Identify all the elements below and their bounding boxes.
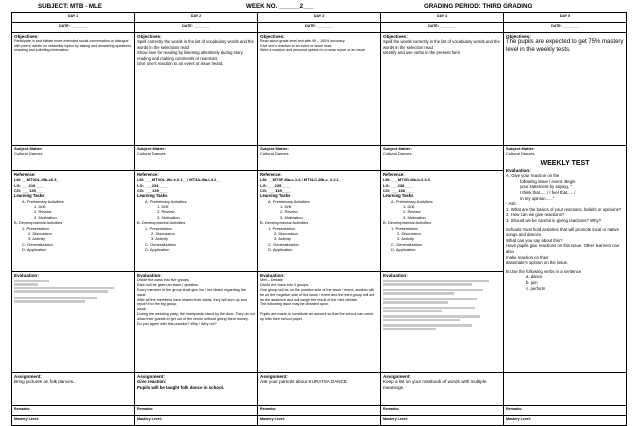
subject-matter-label: Subject Matter:: [506, 146, 535, 151]
assignment-text: Give reaction: Pupils will be taught folk dance in school.: [137, 379, 225, 390]
objectives-label: Objectives:: [137, 34, 162, 39]
task-presentation: 1. Presentation: [391, 225, 418, 231]
task-generalization: C. Generalization: [22, 241, 53, 247]
remarks-cell: Remarks:: [381, 406, 504, 416]
evaluation-cell-day-2: [135, 272, 258, 373]
weekly-test-line: a. dance: [526, 274, 543, 280]
reference-lm: LM: ___MT3OL-IIIc-e.6.1__/ MT3A-IIIa-i-4.2__: [137, 177, 221, 183]
task-generalization: C. Generalization: [145, 241, 176, 247]
reference-label: Reference:: [14, 172, 36, 177]
objectives-text: Spell the words correctly in the list of vocabulary words and the words in the selection read Identify and use verbs in the present form: [383, 39, 500, 56]
learning-tasks-cell-day-1: [12, 171, 135, 272]
lesson-plan-table: [11, 12, 627, 426]
task-presentation: 1. Presentation: [145, 225, 172, 231]
task-generalization: C. Generalization: [268, 241, 299, 247]
task-preliminary: A. Preliminary Activities: [268, 198, 310, 204]
worksheet-image: [383, 280, 501, 331]
weekly-test-title: WEEKLY TEST: [540, 159, 590, 167]
mastery-level-cell: Mastery Level:: [381, 416, 504, 426]
assignment-label: Assignment:: [137, 374, 165, 379]
reference-cg: CG: ___139____: [260, 188, 291, 194]
task-developmental: B. Developmental Activities: [14, 220, 63, 226]
week-heading: WEEK NO. ______2___: [246, 3, 314, 10]
objectives-text: Participate in and initiate more extended social conversation or dialogue with peers, adults on unfamiliar topics by asking and answering questions, restating and soliciting information.: [14, 39, 132, 52]
assignment-cell-day-4: [381, 373, 504, 406]
reference-cg: CG: ___139____: [14, 188, 45, 194]
task-drill: 1. Drill: [157, 204, 169, 210]
reference-lg: LG: ___234____: [137, 182, 168, 188]
assignment-row: [12, 373, 627, 406]
objectives-label: Objectives:: [260, 34, 285, 39]
assignment-cell-day-5: [504, 373, 627, 406]
task-discussion: 2. Discussion: [151, 231, 175, 237]
subject-heading: SUBJECT: MTB - MLE: [38, 3, 102, 10]
evaluation-label: Evaluation:: [506, 167, 531, 173]
day-header-row: [12, 13, 627, 23]
task-drill: 1. Drill: [280, 204, 292, 210]
day-1-title: DAY 1: [12, 13, 135, 23]
task-application: D. Application: [391, 247, 416, 253]
assignment-text: Keep a list on your notebook of words with multiple meanings.: [383, 379, 487, 390]
task-review: 2. Review: [403, 209, 421, 215]
subject-matter-label: Subject Matter:: [137, 146, 166, 151]
weekly-test-line: Have pupils give reactions on this issue. Other learners can also: [506, 243, 620, 255]
objectives-label: Objectives:: [383, 34, 408, 39]
assignment-cell-day-2: [135, 373, 258, 406]
remarks-cell: Remarks:: [135, 406, 258, 416]
reference-cg: CG: ___138____: [383, 188, 414, 194]
subject-matter-text: Cultural Dances: [260, 150, 289, 156]
evaluation-cell-day-3: [258, 272, 381, 373]
weekly-test-line: I think that..... / I feel that..... /: [520, 190, 576, 196]
weekly-test-line: 1. What are the basics of your reactions, beliefs or opinions?: [506, 206, 622, 212]
mastery-level-cell: Mastery Level:: [135, 416, 258, 426]
task-drill: 1. Drill: [34, 204, 46, 210]
objectives-text: Read aloud grade level text with 95 – 100% accuracy Give one's reaction to an event or issue read. Write a reaction and personal opinion to a news report or an issue: [260, 39, 365, 52]
weekly-test-line: your statement by saying, ": [520, 184, 572, 190]
day-3-title: DAY 3: [258, 13, 381, 23]
weekly-test-line: b. join: [526, 279, 538, 285]
weekly-test-line: B.Use the following verbs in a sentence: [506, 268, 582, 274]
mastery-level-cell: Mastery Level:: [12, 416, 135, 426]
weekly-test-line: 3. Should we be careful in giving reactions? Why?: [506, 218, 602, 224]
task-review: 2. Review: [157, 209, 175, 215]
task-discussion: 2. Discussion: [397, 231, 421, 237]
objectives-label: Objectives:: [14, 34, 39, 39]
weekly-test-line: What can you say about this?: [506, 237, 563, 243]
task-review: 2. Review: [34, 209, 52, 215]
task-motivation: 3. Motivation: [157, 214, 180, 220]
reference-label: Reference:: [137, 172, 159, 177]
task-presentation: 1. Presentation: [22, 225, 49, 231]
subject-matter-cell-day-1: [12, 146, 135, 171]
weekly-test-line: c. perform: [526, 285, 546, 291]
subject-matter-text: Cultural Dances: [383, 150, 412, 156]
weekly-test-line: - Ask:: [506, 201, 517, 207]
task-developmental: B. Developmental Activities: [137, 220, 186, 226]
date-cell: DATE: ________: [12, 23, 135, 33]
mastery-level-row: [12, 416, 627, 426]
objectives-row: [12, 33, 627, 146]
task-discussion: 2. Discussion: [28, 231, 52, 237]
objectives-label: Objectives:: [506, 34, 531, 39]
day-5-title: DAY 5: [504, 13, 627, 23]
assignment-text: Ask your parents about KURATSA DANCE.: [260, 379, 349, 385]
evaluation-cell-day-4: [381, 272, 504, 373]
evaluation-text: Mini – Debate Divide the class into 3 groups. One group will be on the positive side of the issue / event, another will be on the negative side of the issue / event and the third group will act as the audience and will weigh the result of the mini-debate. The following issue may be debated upon: Pupils are made to contribute an amount so that the school can come up with their school paper.: [260, 278, 375, 321]
grading-period-heading: GRADING PERIOD: THIRD GRADING: [424, 3, 533, 10]
reference-lg: LG: ___238____: [383, 182, 414, 188]
assignment-label: Assignment:: [260, 374, 288, 379]
weekly-test-line: Schools must hold activities that will promote local or native songs and dances.: [506, 226, 619, 238]
objectives-text: The pupils are expected to get 75% mastery level in the weekly tests.: [506, 39, 624, 53]
objectives-cell-day-1: [12, 33, 135, 146]
subject-matter-text: Cultural Dances: [506, 150, 535, 156]
reference-lg: LG: ___219____: [14, 182, 45, 188]
subject-matter-cell-day-3: [258, 146, 381, 171]
weekly-test-cell: [504, 146, 627, 373]
reference-label: Reference:: [383, 172, 405, 177]
task-preliminary: A. Preliminary Activities: [391, 198, 433, 204]
learning-tasks-cell-day-2: [135, 171, 258, 272]
task-generalization: C. Generalization: [391, 241, 422, 247]
reference-lm: LM: ___MT3G-IIIa-b-2.3.3: [383, 177, 430, 183]
date-cell: DATE: ________: [381, 23, 504, 33]
weekly-test-line: A. Give your reaction on the: [506, 173, 560, 179]
learning-tasks-label: Learning Tasks: [14, 193, 45, 199]
task-motivation: 3. Motivation: [34, 214, 57, 220]
reference-cg: CG: ___139____: [137, 188, 168, 194]
evaluation-label: Evaluation:: [14, 273, 39, 278]
assignment-cell-day-1: [12, 373, 135, 406]
reference-lm: LM: __MT3F-IIIa-c-1.4 / MT3LC-IIIb-c_2.2.1_: [260, 177, 342, 183]
task-presentation: 1. Presentation: [268, 225, 295, 231]
objectives-text: Spell correctly the words in the list of vocabulary words and the words in the selections read Show love for reading by listening attentively during story reading and making comments or reactions Give one's reaction to an event or issue heard.: [137, 39, 254, 67]
remarks-cell: Remarks:: [504, 406, 627, 416]
task-drill: 1. Drill: [403, 204, 415, 210]
task-activity: 3. Activity: [397, 236, 414, 242]
subject-matter-label: Subject Matter:: [260, 146, 289, 151]
task-preliminary: A. Preliminary Activities: [145, 198, 187, 204]
reference-label: Reference:: [260, 172, 282, 177]
remarks-cell: Remarks:: [258, 406, 381, 416]
date-row: [12, 23, 627, 33]
task-motivation: 3. Motivation: [403, 214, 426, 220]
task-preliminary: A. Preliminary Activities: [22, 198, 64, 204]
subject-matter-label: Subject Matter:: [383, 146, 412, 151]
objectives-cell-day-4: [381, 33, 504, 146]
task-review: 2. Review: [280, 209, 298, 215]
weekly-test-line: following issue / event. Begin: [520, 178, 576, 184]
subject-matter-text: Cultural Dances: [137, 150, 166, 156]
objectives-cell-day-5: [504, 33, 627, 146]
evaluation-label: Evaluation:: [137, 273, 162, 278]
weekly-test-items: [506, 173, 624, 291]
task-application: D. Application: [145, 247, 170, 253]
day-2-title: DAY 2: [135, 13, 258, 23]
subject-matter-label: Subject Matter:: [14, 146, 43, 151]
task-motivation: 3. Motivation: [280, 214, 303, 220]
reference-lg: LG: ___235____: [260, 182, 291, 188]
remarks-cell: Remarks:: [12, 406, 135, 416]
subject-matter-cell-day-2: [135, 146, 258, 171]
evaluation-text: Divide the class into five groups Each will be given an issue / question. Every member of the group shall give his / her idea/s regarding the issue. After all the members have shared their ideas, they will sum up and report it to the big group. Issue: During the weeding party, the newlyweds stand by the door. They do not allow their guests to get out of the venue without giving them money. Do you agree with this practice? Why / Why not?: [137, 278, 255, 326]
day-4-title: DAY 4: [381, 13, 504, 23]
objectives-cell-day-2: [135, 33, 258, 146]
assignment-label: Assignment:: [14, 374, 42, 379]
task-activity: 3. Activity: [151, 236, 168, 242]
learning-tasks-cell-day-3: [258, 171, 381, 272]
assignment-cell-day-3: [258, 373, 381, 406]
evaluation-cell-day-1: [12, 272, 135, 373]
reference-lm: LM: __MT3OL-IIIb-c6.3_: [14, 177, 59, 183]
task-application: D. Application: [22, 247, 47, 253]
remarks-row: [12, 406, 627, 416]
assignment-text: Bring pictures on folk dances..: [14, 379, 76, 385]
mastery-level-cell: Mastery Level:: [504, 416, 627, 426]
objectives-cell-day-3: [258, 33, 381, 146]
date-cell: DATE: ________: [135, 23, 258, 33]
subject-matter-cell-day-4: [381, 146, 504, 171]
weekly-test-line: 2. How can we give reactions?: [506, 212, 565, 218]
assignment-label: Assignment:: [383, 374, 411, 379]
task-developmental: B. Developmental Activities: [383, 220, 432, 226]
task-developmental: B. Developmental Activities: [260, 220, 309, 226]
learning-tasks-label: Learning Tasks: [383, 193, 414, 199]
evaluation-label: Evaluation:: [383, 273, 408, 278]
task-application: D. Application: [268, 247, 293, 253]
subject-matter-row: [12, 146, 627, 171]
learning-tasks-label: Learning Tasks: [137, 193, 168, 199]
date-cell: DATE: ________: [258, 23, 381, 33]
weekly-test-line: make reaction on their: [506, 254, 549, 260]
mastery-level-cell: Mastery Level:: [258, 416, 381, 426]
learning-tasks-cell-day-4: [381, 171, 504, 272]
weekly-test-line: In my opinion......": [520, 195, 555, 201]
worksheet-image: [14, 280, 132, 360]
task-activity: 3. Activity: [28, 236, 45, 242]
task-activity: 3. Activity: [274, 236, 291, 242]
evaluation-label: Evaluation:: [260, 273, 285, 278]
date-cell: DATE: ________: [504, 23, 627, 33]
weekly-test-line: dassmate's opinion on the issue.: [506, 260, 569, 266]
subject-matter-text: Cultural Dances: [14, 150, 43, 156]
learning-tasks-label: Learning Tasks: [260, 193, 291, 199]
task-discussion: 2. Discussion: [274, 231, 298, 237]
